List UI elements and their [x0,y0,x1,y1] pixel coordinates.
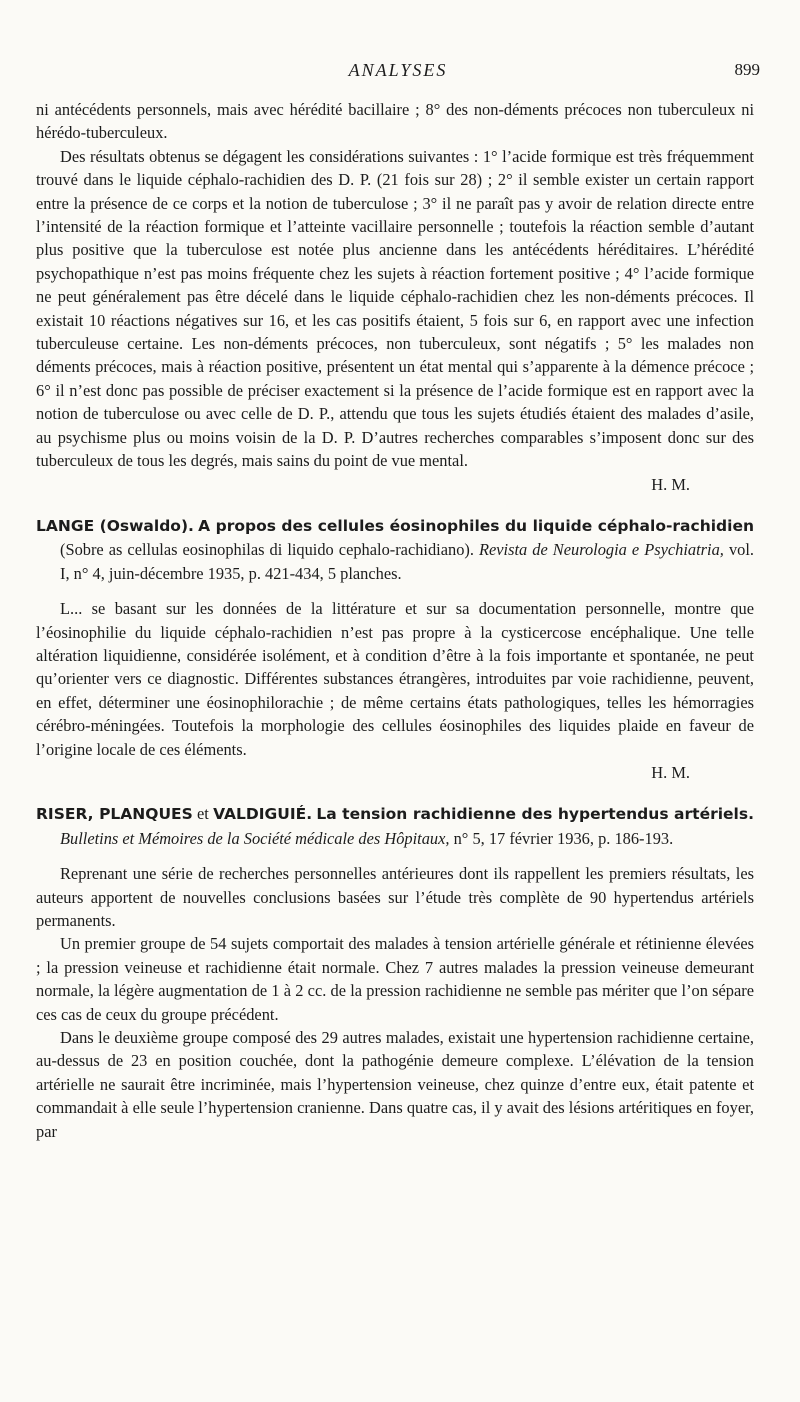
running-head: ANALYSES [348,60,448,80]
riser-paragraph-1: Reprenant une série de recherches personnelles antérieures dont ils rappellent les premiers résultats, les auteurs apportent de nouvelles conclusions basées sur l’étude très complète de 90 hypertendus artériels permanents. [36,864,754,930]
lange-signature: H. M. [651,762,690,782]
riser-reference [36,802,754,850]
page-header [36,60,760,86]
riser-citation: n° 5, 17 février 1936, p. 186-193. [453,828,674,848]
riser-paragraph-3: Dans le deuxième groupe composé des 29 autres malades, existait une hypertension rachidienne certaine, au-dessus de 23 en position couchée, dont la pathogénie demeure complexe. L’élévation de la tension artérielle ne saurait être incriminée, mais l’hypertension veineuse, chez quinze d’entre eux, était patente et commandait à elle seule l’hypertension cranienne. Dans quatre cas, il y avait des lésions artéritiques en foyer, par [36,1028,754,1141]
page-number: 899 [734,60,760,79]
riser-authors-joiner: et [197,804,209,824]
results-paragraph: Des résultats obtenus se dégagent les considérations suivantes : 1° l’acide formique est très fréquemment trouvé dans le liquide céphalo-rachidien des D. P. (21 fois sur 28) ; 2° il semble exister un certain rapport entre la présence de ce corps et la notion de tuberculose ; 3° il ne paraît pas y avoir de relation directe entre l’intensité de la réaction formique et l’atteinte vacillaire personnelle ; toutefois la réaction semble d’autant plus positive que la tuberculose est notée plus ancienne dans les antécédents héréditaires. L’hérédité psychopathique n’est pas moins fréquente chez les sujets à réaction fortement positive ; 4° l’acide formique ne peut généralement pas être décelé dans le liquide céphalo-rachidien chez les non-déments précoces. Il existait 10 réactions négatives sur 16, et les cas positifs étaient, 5 fois sur 6, en rapport avec une infection tuberculeuse certaine. Les non-déments précoces, non tuberculeux, sont négatifs ; 5° les malades non déments précoces, mais à réaction positive, présentent un état mental qui s’apparente à la démence précoce ; 6° il n’est donc pas possible de préciser exactement si la présence de l’acide formique est en rapport avec la notion de tuberculose ou avec celle de D. P., attendu que tous les sujets étudiés étaient des malades d’asile, au psychisme plus ou moins voisin de la D. P. D’autres recherches comparables s’imposent donc sur des tuberculeux de tous les degrés, mais sains du point de vue mental. [36,146,754,471]
lange-authors: LANGE (Oswaldo). [36,516,194,535]
lange-reference [36,514,754,585]
body-text [36,98,754,1143]
riser-authors-last: VALDIGUIÉ. [213,805,313,824]
riser-authors: RISER, PLANQUES [36,805,193,824]
lange-translation: (Sobre as cellulas eosinophilas di liquido cephalo-rachidiano). [60,540,474,560]
riser-paragraph-2: Un premier groupe de 54 sujets comportait des malades à tension artérielle générale et rétinienne élevées ; la pression veineuse et rachidienne était normale. Chez 7 autres malades la pression veineuse demeurant normale, la légère augmentation de 1 à 2 cc. de la pression rachidienne ne semble pas mériter que l’on sépare ces cas de ceux du groupe précédent. [36,934,754,1024]
lange-summary: L... se basant sur les données de la littérature et sur sa documentation personnelle, montre que l’éosinophilie du liquide céphalo-rachidien n’est pas propre à la cysticercose encéphalique. Une telle altération liquidienne, considérée isolément, et à condition d’être à la fois importante et spontanée, ne peut qu’orienter vers ce diagnostic. Différentes substances étrangères, introduites par voie rachidienne, peuvent, en effet, déterminer une éosinophilorachie ; de même certains états pathologiques, telles les hémorragies cérébro-méningées. Toutefois la morphologie des cellules éosinophiles des liquides plaide en faveur de l’origine locale de ces éléments. [36,599,754,759]
reviewer-signature: H. M. [651,474,690,494]
riser-journal: Bulletins et Mémoires de la Société médicale des Hôpitaux, [60,828,450,848]
lange-title: A propos des cellules éosinophiles du liquide céphalo-rachidien [198,516,754,535]
lange-citation: vol. I, n° 4, juin-décembre 1935, p. 421-434, 5 planches. [60,540,754,583]
lange-journal: Revista de Neurologia e Psychiatria, [479,540,724,560]
continued-paragraph: ni antécédents personnels, mais avec hérédité bacillaire ; 8° des non-déments précoces non tuberculeux ni hérédo-tuberculeux. [36,100,754,143]
riser-title: La tension rachidienne des hypertendus artériels. [316,805,754,824]
